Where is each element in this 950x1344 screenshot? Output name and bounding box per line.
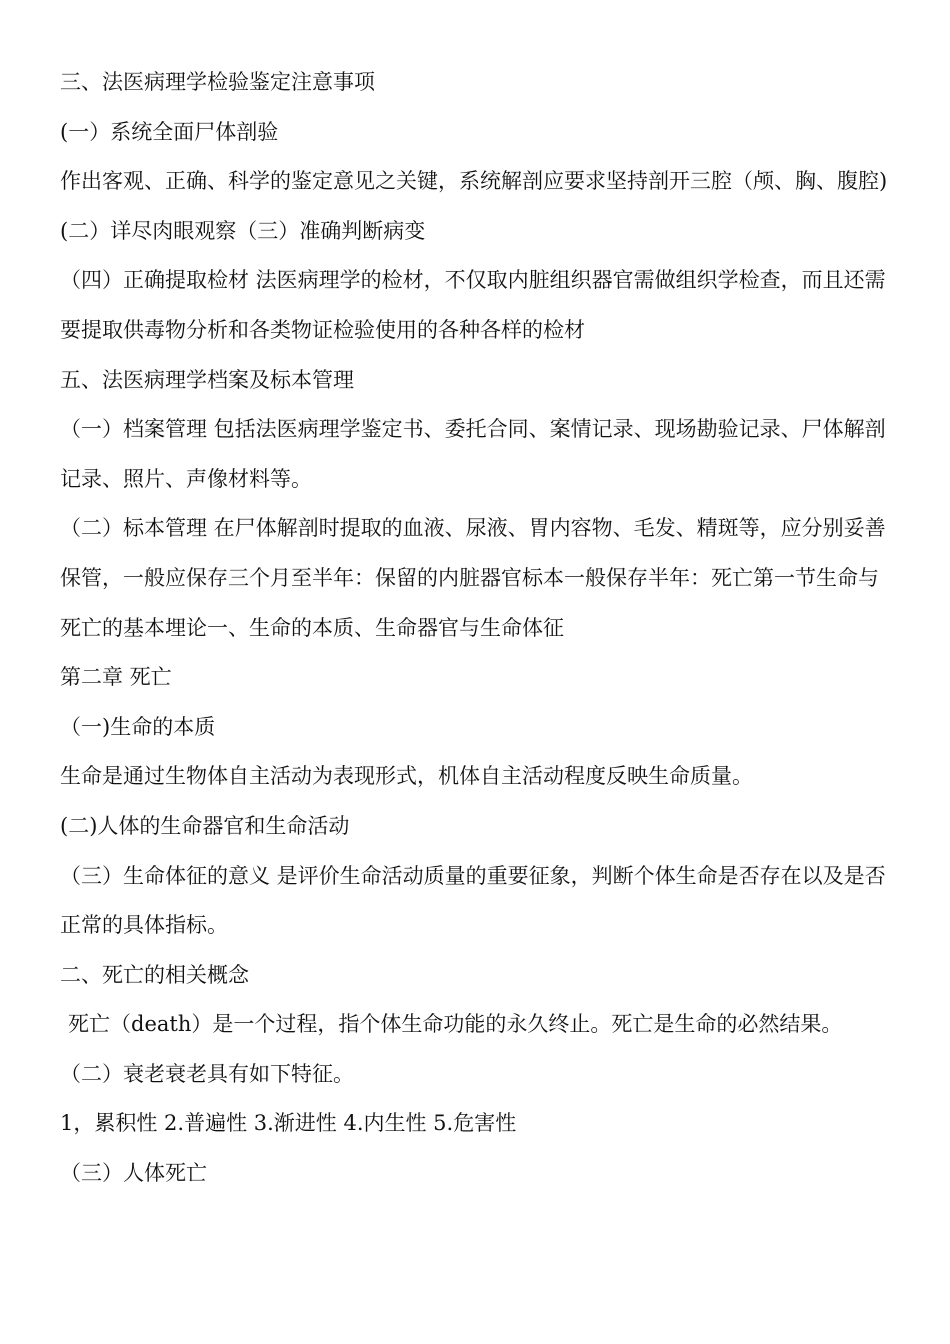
subheading-systematic-autopsy: (一）系统全面尸体剖验 xyxy=(60,119,279,144)
paragraph-autopsy-key: 作出客观、正确、科学的鉴定意见之关键，系统解剖应要求坚持剖开三腔（颅、胸、腹腔) xyxy=(60,169,888,194)
section-heading-archive-management: 五、法医病理学档案及标本管理 xyxy=(60,367,354,392)
paragraph-death-definition: 死亡（death）是一个过程，指个体生命功能的永久终止。死亡是生命的必然结果。 xyxy=(68,1012,843,1037)
subheading-observation: (二）详尽肉眼观察（三）准确判断病变 xyxy=(60,218,426,243)
paragraph-specimen-management: （二）标本管理 在尸体解剖时提取的血液、尿液、胃内容物、毛发、精斑等，应分别妥善保管，一般应保存三个月至半年：保留的内脏器官标本一般保存半年：死亡第一节生命与死亡的基本埋论一、生命的本质、生命器官与生命体征 xyxy=(60,516,886,640)
subheading-nature-of-life: （一)生命的本质 xyxy=(60,714,216,739)
chapter-heading-death: 第二章 死亡 xyxy=(60,665,172,690)
paragraph-vital-signs: （三）生命体征的意义 是评价生命活动质量的重要征象，判断个体生命是否存在以及是否正常的具体指标。 xyxy=(60,863,886,938)
section-heading-death-concepts: 二、死亡的相关概念 xyxy=(60,962,249,987)
section-heading-inspection-notes: 三、法医病理学检验鉴定注意事项 xyxy=(60,70,375,94)
subheading-human-death: （三）人体死亡 xyxy=(60,1161,207,1186)
paragraph-sample-extraction: （四）正确提取检材 法医病理学的检材，不仅取内脏组织器官需做组织学检查，而且还需要提取供毒物分析和各类物证检验使用的各种各样的检材 xyxy=(60,268,886,342)
document-body xyxy=(60,58,894,1199)
paragraph-aging-features: 1，累积性 2.普遍性 3.渐进性 4.内生性 5.危害性 xyxy=(60,1111,517,1136)
paragraph-nature-of-life: 生命是通过生物体自主活动为表现形式，机体自主活动程度反映生命质量。 xyxy=(60,764,753,789)
subheading-aging: （二）衰老衰老具有如下特征。 xyxy=(60,1061,354,1086)
paragraph-archive-management: （一）档案管理 包括法医病理学鉴定书、委托合同、案情记录、现场勘验记录、尸体解剖记录、照片、声像材料等。 xyxy=(60,417,886,491)
subheading-life-organs: (二)人体的生命器官和生命活动 xyxy=(60,813,350,838)
